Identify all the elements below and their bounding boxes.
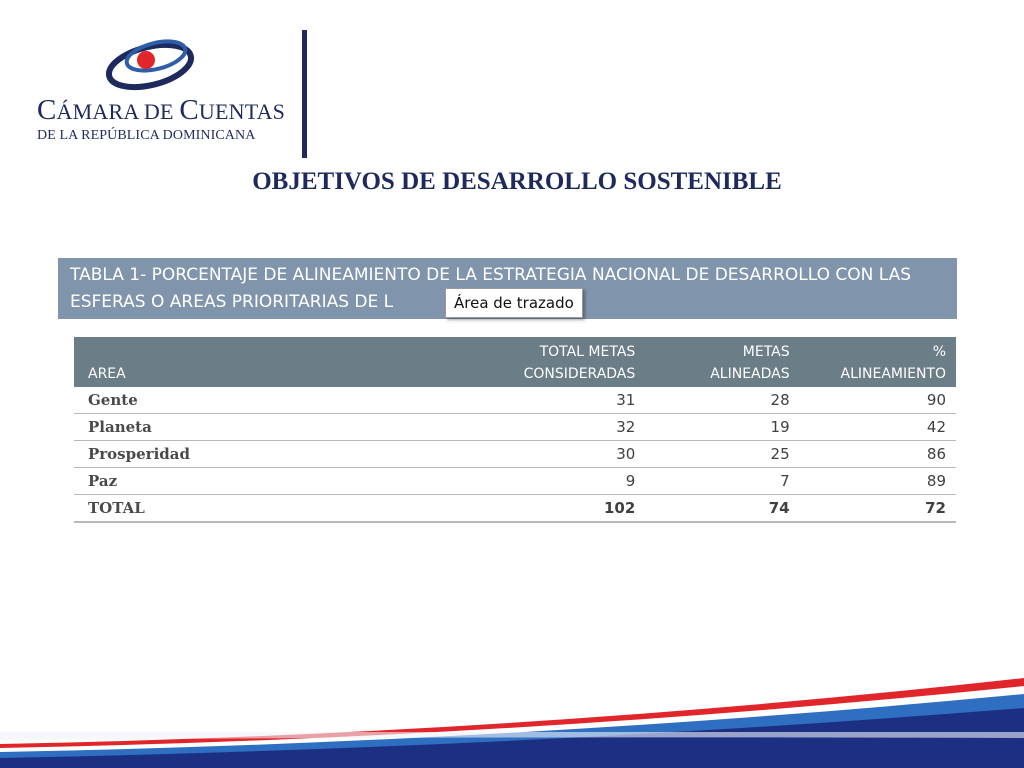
plot-area-tooltip: Área de trazado — [445, 288, 583, 318]
cell-pct: 72 — [800, 495, 956, 523]
cell-alineadas: 7 — [645, 468, 799, 495]
cell-pct: 90 — [800, 387, 956, 414]
cell-total: 9 — [489, 468, 645, 495]
cell-alineadas: 74 — [645, 495, 799, 523]
logo-emblem-icon — [104, 32, 200, 96]
logo-wordmark: CÁMARA DE CUENTAS — [37, 94, 286, 126]
cell-area: Planeta — [74, 414, 489, 441]
cell-area: TOTAL — [74, 495, 489, 523]
table-row — [74, 468, 956, 495]
header-metas-alineadas: METAS ALINEADAS — [645, 337, 799, 387]
cell-alineadas: 19 — [645, 414, 799, 441]
cell-total: 102 — [489, 495, 645, 523]
cell-area: Paz — [74, 468, 489, 495]
logo-divider — [302, 30, 307, 158]
table-caption: TABLA 1- PORCENTAJE DE ALINEAMIENTO DE LA ESTRATEGIA NACIONAL DE DESARROLLO CON LAS ESFERAS O AREAS PRIORITARIAS DE L — [70, 265, 912, 312]
header-total-metas: TOTAL METAS CONSIDERADAS — [489, 337, 645, 387]
cell-pct: 89 — [800, 468, 956, 495]
header-pct-alineamiento: % ALINEAMIENTO — [800, 337, 956, 387]
table-row — [74, 387, 956, 414]
logo-subtitle: DE LA REPÚBLICA DOMINICANA — [37, 128, 256, 143]
cell-pct: 42 — [800, 414, 956, 441]
cell-total: 32 — [489, 414, 645, 441]
cell-area: Gente — [74, 387, 489, 414]
alignment-table — [74, 337, 956, 523]
page-title: OBJETIVOS DE DESARROLLO SOSTENIBLE — [252, 168, 782, 195]
cell-alineadas: 28 — [645, 387, 799, 414]
table-total-row — [74, 495, 956, 523]
cell-pct: 86 — [800, 441, 956, 468]
header-area: AREA — [74, 337, 489, 387]
table-row — [74, 441, 956, 468]
footer-wave-decoration — [0, 668, 1024, 768]
cell-total: 31 — [489, 387, 645, 414]
cell-alineadas: 25 — [645, 441, 799, 468]
cell-area: Prosperidad — [74, 441, 489, 468]
cell-total: 30 — [489, 441, 645, 468]
table-header-row — [74, 337, 956, 387]
table-row — [74, 414, 956, 441]
